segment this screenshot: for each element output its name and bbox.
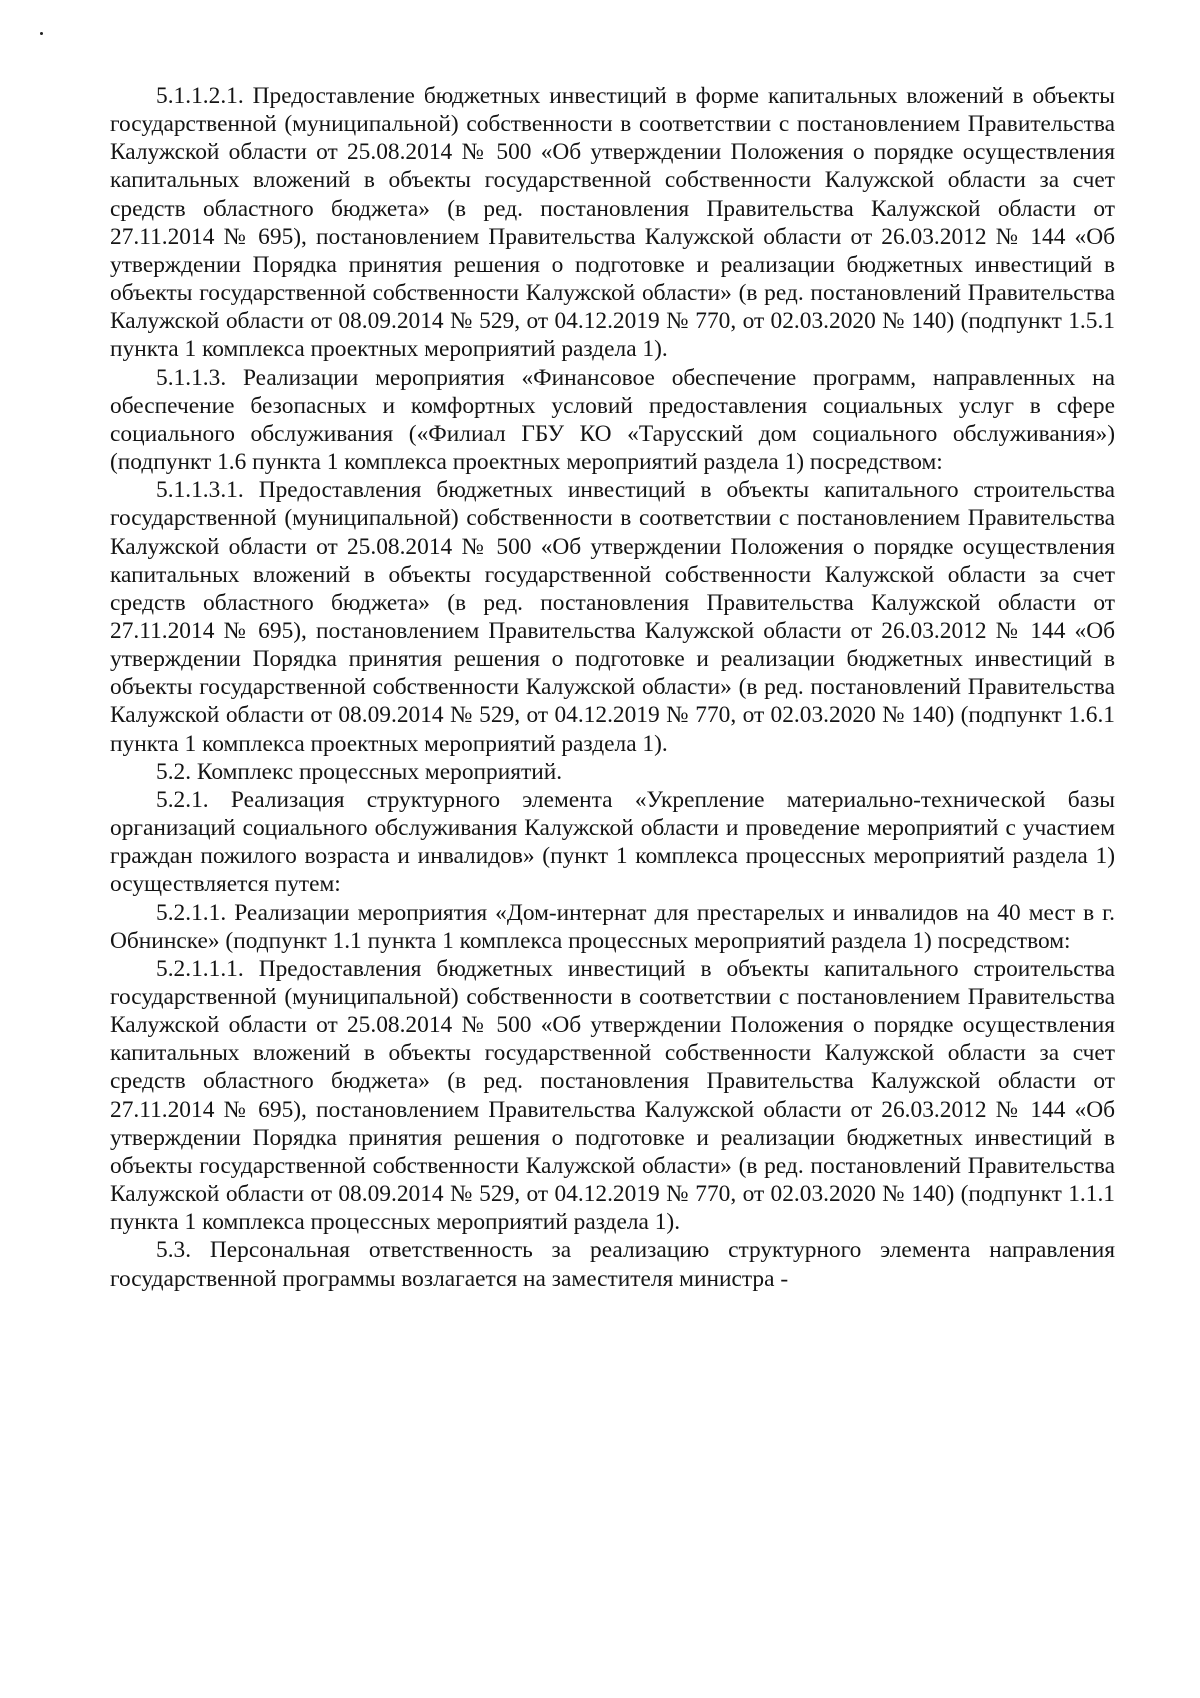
paragraph-5-1-1-3-1: 5.1.1.3.1. Предоставления бюджетных инвестиций в объекты капитального строительства государственной (муниципальной) собственности в соответствии с постановлением Правительства Калужской области от 25.08.2014 № 500 «Об утверждении Положения о порядке осуществления капитальных вложений в объекты государственной собственности Калужской области за счет средств областного бюджета» (в ред. постановления Правительства Калужской области от 27.11.2014 № 695), постановлением Правительства Калужской области от 26.03.2012 № 144 «Об утверждении Порядка принятия решения о подготовке и реализации бюджетных инвестиций в объекты государственной собственности Калужской области» (в ред. постановлений Правительства Калужской области от 08.09.2014 № 529, от 04.12.2019 № 770, от 02.03.2020 № 140) (подпункт 1.6.1 пункта 1 комплекса проектных мероприятий раздела 1). (110, 477, 1115, 757)
paragraph-5-2-1-1-1: 5.2.1.1.1. Предоставления бюджетных инвестиций в объекты капитального строительства государственной (муниципальной) собственности в соответствии с постановлением Правительства Калужской области от 25.08.2014 № 500 «Об утверждении Положения о порядке осуществления капитальных вложений в объекты государственной собственности Калужской области за счет средств областного бюджета» (в ред. постановления Правительства Калужской области от 27.11.2014 № 695), постановлением Правительства Калужской области от 26.03.2012 № 144 «Об утверждении Порядка принятия решения о подготовке и реализации бюджетных инвестиций в объекты государственной собственности Калужской области» (в ред. постановлений Правительства Калужской области от 08.09.2014 № 529, от 04.12.2019 № 770, от 02.03.2020 № 140) (подпункт 1.1.1 пункта 1 комплекса процессных мероприятий раздела 1). (110, 955, 1115, 1236)
paragraph-5-1-1-3: 5.1.1.3. Реализации мероприятия «Финансовое обеспечение программ, направленных на обеспечение безопасных и комфортных условий предоставления социальных услуг в сфере социального обслуживания («Филиал ГБУ КО «Тарусский дом социального обслуживания») (подпункт 1.6 пункта 1 комплекса проектных мероприятий раздела 1) посредством: (110, 364, 1115, 476)
paragraph-5-1-1-2-1: 5.1.1.2.1. Предоставление бюджетных инвестиций в форме капитальных вложений в объекты государственной (муниципальной) собственности в соответствии с постановлением Правительства Калужской области от 25.08.2014 № 500 «Об утверждении Положения о порядке осуществления капитальных вложений в объекты государственной собственности Калужской области за счет средств областного бюджета» (в ред. постановления Правительства Калужской области от 27.11.2014 № 695), постановлением Правительства Калужской области от 26.03.2012 № 144 «Об утверждении Порядка принятия решения о подготовке и реализации бюджетных инвестиций в объекты государственной собственности Калужской области» (в ред. постановлений Правительства Калужской области от 08.09.2014 № 529, от 04.12.2019 № 770, от 02.03.2020 № 140) (подпункт 1.5.1 пункта 1 комплекса проектных мероприятий раздела 1). (110, 83, 1115, 363)
document-body (110, 82, 1115, 1293)
scan-speck (40, 32, 43, 35)
paragraph-5-2-1: 5.2.1. Реализация структурного элемента «Укрепление материально-технической базы организаций социального обслуживания Калужской области и проведение мероприятий с участием граждан пожилого возраста и инвалидов» (пункт 1 комплекса процессных мероприятий раздела 1) осуществляется путем: (110, 786, 1115, 898)
paragraph-5-2: 5.2. Комплекс процессных мероприятий. (156, 758, 563, 785)
paragraph-5-2-1-1: 5.2.1.1. Реализации мероприятия «Дом-интернат для престарелых и инвалидов на 40 мест в г. Обнинске» (подпункт 1.1 пункта 1 комплекса процессных мероприятий раздела 1) посредством: (110, 899, 1115, 954)
paragraph-5-3: 5.3. Персональная ответственность за реализацию структурного элемента направления государственной программы возлагается на заместителя министра - (110, 1237, 1115, 1292)
